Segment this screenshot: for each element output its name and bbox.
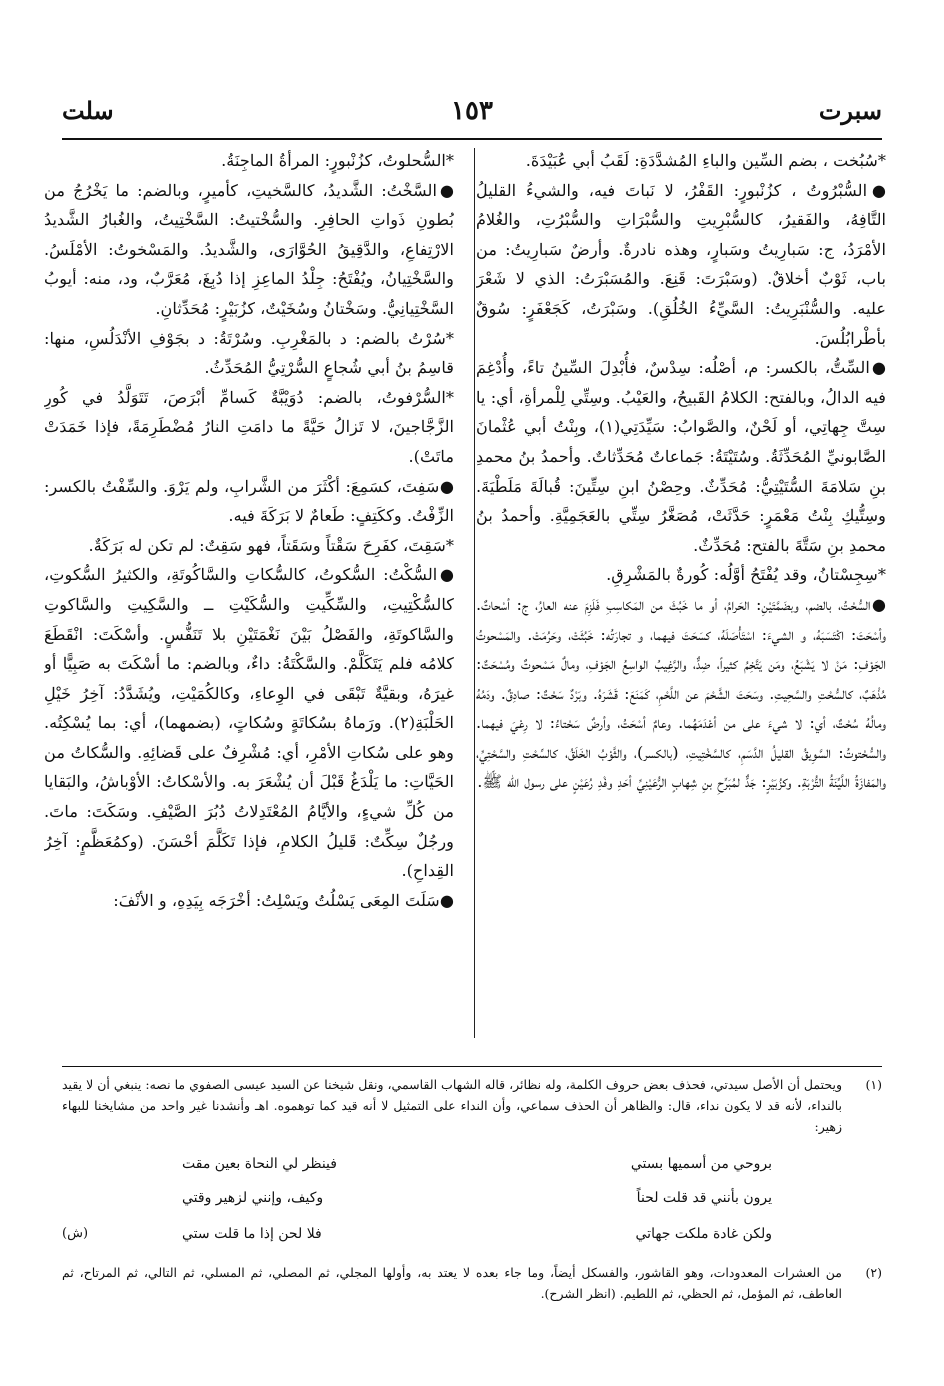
left-column (44, 146, 454, 1044)
verse-second-hemistich: وكيف، وإنني لزهير وقتي (182, 1190, 324, 1206)
entry-paragraph: ●السُّحْتُ، بالضم، وبضَمَّتَيْنِ: الحَرامُ، أو ما خَبُثَ من المَكاسِبِ فَلَزِمَ عنه العارُ، ج: أسْحاتٌ. وأسْحَتَ: اكْتَسَبَهُ، و الشيءَ: اسْتَأْصَلَهُ، كسَحَتَ فيهما، و تجارَتُه: خَبُثَتْ، وحَرُمَتْ. والمَسْحوتُ الجَوْفِ: مَنْ لا يَشْبَعُ، ومَن يَتَّخِمُ كثيراً، ضِدٌّ، والرَّغِيبُ الواسِعُ الجَوْفِ، ومالٌ مَسْحوتٌ ومُسْحَتٌ: مُذْهَبٌ، كالسُّحْتِ والسَّحِيتِ. وسَحَتَ الشَّحْمَ عن اللَّحْمِ، كَمَنَعَ: قَشَرَهُ. وبَرْدٌ سَحْتٌ: صادِقٌ. ودَمُهُ ومالُهُ سُحْتٌ، أي: لا شيءَ على من أعْدَمَهُما. وعامٌ أسْحَتُ، وأرضٌ سَحْتاءُ: لا رِعْيَ فيهما. والسُّحْتوتُ: السَّوِيقُ القليلُ الدَّسَمِ، كالسَّخْتِيتِ، (بالكسر)، والثَّوْبُ الخَلَقُ، كالسِّحْتِ والسَّحْتِيِّ، والمَفازَةُ اللَّيِّنَةُ التُّرْبَةِ. وكزُبَيْرٍ: جَدٌّ لمُبَرِّحِ بنِ شِهابٍ الرُّعَيْنِيِّ أحَدِ وفْدِ رُعَيْنٍ على رسول الله ﷺ. (476, 594, 886, 792)
poem-verse (62, 1156, 882, 1186)
entry-paragraph: ●سَفِتَ، كسَمِعَ: أكْثَرَ من الشَّرابِ، ولم يَرْوَ. والسِّفْتُ بالكسر: الزِّفْتُ. وككَتِفٍ: طَعامٌ لا بَرَكَةَ فيه. (44, 476, 454, 526)
footnote-1 (62, 1074, 882, 1137)
entry-paragraph: ●السُّبْرُوتُ ، كزُنْبورٍ: القَفْرُ، لا نَباتَ فيه، والشيءُ القليلُ التَّافِهُ، والفَقيرُ، كالسُّبْرِيتِ والسُّبْرَاتِ والسُّبْرُتِ، والغُلامُ الأمْرَدُ، ج: سَبارِيتُ وسَبارٍ، وهذه نادرةٌ. وأرضٌ سَبارِيتُ: من باب، ثَوْبٌ أخلاقٌ. (وسَبْرَتَ: قَنِعَ. والمُسَبْرَتُ: الذي لا شَعْرَ عليه. والسُّنْبَرِيتُ: السَّيِّءُ الخُلُقِ). وسَبْرَتُ، كَجَعْفَرٍ: سُوقٌ بأطْرابُلُسَ. (476, 180, 886, 348)
verse-second-hemistich: فلا لحن إذا ما قلت ستي (182, 1226, 322, 1242)
poem-verse (62, 1190, 882, 1220)
footnote-text: ويحتمل أن الأصل سيدتي، فحذف بعض حروف الكلمة، وله نظائر، قاله الشهاب القاسمي، ونقل شيخنا عن السيد عيسى الصفوي ما نصه: ينبغي أن لا يقيد بالنداء، لأنه قد لا يكون نداء، قال: والظاهر أن الحذف سماعي، وأن النداء على التمثيل لا أنه قيد كما توهموه. اهـ وأنشدنا غير واحد من مشايخنا للبهاء زهير: (62, 1077, 842, 1134)
footnote-2 (62, 1262, 882, 1304)
entry-paragraph: *سُرْتُ بالضم: د بالمَغْرِبِ. وسُرْتَةُ: د بجَوْفِ الأنْدَلُسِ، منها: قاسِمُ بنُ أبي شُجاعٍ السُّرْتِيُّ المُحَدِّثُ. (44, 328, 454, 378)
footnote-text: من العشرات المعدودات، وهو القاشور، والفسكل أيضاً، وما جاء بعده لا يعتد به، وأولها المجلي، ثم المصلي، ثم المسلي، ثم التالي، ثم المرتاح، ثم العاطف، ثم المؤمل، ثم الحظي، ثم اللطيم. (انظر الشرح). (62, 1265, 842, 1301)
verse-first-hemistich: يرون بأنني قد قلت لحناً (636, 1190, 772, 1206)
page-number: ١٥٣ (451, 96, 493, 126)
entry-paragraph: ●السُّكْتُ: السُّكوتُ، كالسُّكاتِ والسَّاكُوتَةِ، والكثيرُ السُّكوتِ، كالسُّكْتِيتِ، والسِّكِّيتِ والسُّكَيْتِ ــ والسَّكِيتِ والسَّاكوتِ والسَّاكوتَةِ، والفَصْلُ بَيْنَ نَغْمَتَيْنِ بلا تَنَفُّسٍ. وأسْكَتَ: انْقَطَعَ كلامُه فلم يَتَكَلَّمْ. والسَّكْتَةُ: داءٌ، وبالضم: ما أسْكَتَ به صَبِيًّا أو غيرَهُ، وبقيَّةٌ تَبْقَى في الوِعاءِ، وكالكُمَيْتِ، ويُشَدَّدُ: آخِرُ خَيْلِ الحَلْبَةِ(٢). ورَماهُ بسُكاتَةٍ وسُكاتٍ، (بضمهما)، أي: بما يُسْكِتُه. وهو على سُكاتِ الأمْرِ، أي: مُشْرِفٌ على قَضائِهِ. والسُّكاتُ من الحَيَّاتِ: ما يَلْدَغُ قَبْلَ أن يُشْعَرَ به. والأسْكاتُ: الأوْباشُ، والبَقايا من كُلِّ شيءٍ، والأيَّامُ المُعْتَدِلاتُ دُبُرَ الصَّيْفِ. وسَكَتَ: ماتَ. ورجُلٌ سِكِّتٌ: قَليلُ الكلامِ، فإذا تَكَلَّمَ أحْسَنَ. (وكمُعَظَّمٍ: آخِرُ القِداحِ). (44, 565, 454, 881)
verse-first-hemistich: بروحي من أسميها بستي (630, 1156, 772, 1172)
header-first-entry: سبرت (818, 96, 882, 125)
header-rule (62, 138, 882, 140)
footnote-rule (62, 1066, 882, 1067)
entry-paragraph: *سِجِسْتانُ، وقد يُفْتَحُ أوَّلُه: كُورةٌ بالمَشْرِقِ. (606, 565, 886, 585)
header-last-entry: سلت (62, 96, 114, 125)
verse-second-hemistich: فينظر لي النحاة بعين مقت (182, 1156, 337, 1172)
entry-paragraph: ●السَّخْتُ: الشَّديدُ، كالسَّخيتِ، كأميرٍ، وبالضم: ما يَخْرُجُ من بُطونِ ذَواتِ الحافِرِ. والسُّخْتيتُ: السَّخْتِيتُ، والغُبارُ الشَّديدُ الارْتِفاعِ، والدَّقِيقُ الحُوَّارَى، والشَّديدُ. والمَسْخوتُ: الأمْلَسُ. والسَّخْتِيانُ، ويُفْتَحُ: جِلْدُ الماعِزِ إذا دُبِغَ، مُعَرَّبٌ، ود، منه: أيوبُ السَّخْتِيانِيُّ. وسَخْتانُ وسُخَيْتٌ، كزُبَيْرٍ: مُحَدِّثانِ. (44, 180, 454, 318)
running-header (62, 96, 882, 132)
entry-paragraph: *سَقِتَ، كفَرِحَ سَقْتاً وسَقَتاً، فهو سَقِتٌ: لم تكن له بَرَكَةٌ. (88, 535, 454, 555)
entry-paragraph: ●السِّتُّ، بالكسر: م، أصْلُه: سِدْسٌ، فأُبْدِلَ السِّينُ تاءً، وأُدْغِمَ فيه الدالُ، وبالفتح: الكلامُ القَبيحُ، والعَيْبُ. وسِتِّي لِلْمرأةِ، أي: يا سِتَّ جِهاتِي، أو لَحْنٌ، والصَّوابُ: سَيِّدَتِي(١)، وبِنْتُ أبي عُثْمانَ الصَّابونيِّ المُحَدِّثَةُ. وسُتَيْتَةُ: جَماعاتٌ مُحَدِّثاتٌ. وأحمدُ بنُ محمدِ بنِ سَلامَةَ السُّتَيْتِيُّ: مُحَدِّثٌ. وحِصْنُ ابنِ سِتِّينَ: قُبالَةَ مَلَطْيَةَ. وسِتُّيكِ بِنْتُ مَعْمَرٍ: حَدَّثَتْ، مُصَغَّرُ سِتِّي بالعَجَمِيَّةِ. وأحمدُ بنُ محمدِ بنِ سَتَّةَ بالفتح: مُحَدِّثٌ. (476, 358, 886, 555)
poem-verse (62, 1226, 882, 1256)
footnote-number: (١) (865, 1077, 882, 1092)
entry-paragraph: ●سَلَتَ المِعَى يَسْلُتُ ويَسْلِتُ: أخْرَجَه بِيَدِهِ، و الأنْفَ: (113, 890, 454, 910)
verse-first-hemistich: ولكن غادة ملكت جهاتي (635, 1226, 772, 1242)
right-column (476, 146, 886, 1044)
entry-paragraph: *السُّحلوتُ، كزُنْبورٍ: المرأةُ الماجِنَةُ. (221, 151, 454, 170)
entry-paragraph: *السُّرْفوتُ، بالضم: دُوَيْبَّةٌ كَسامِّ أبْرَصَ، تَتَوَلَّدُ في كُورِ الزَّجَّاجينَ، لا تَزالُ حَيَّةً ما دامَتِ النارُ مُضْطَرِمَةً، فإذا خَمَدَتْ ماتَتْ). (44, 387, 454, 466)
column-divider (474, 148, 475, 1038)
entry-paragraph: *سُبُخت ، بضم السِّين والباءِ المُشدَّدَةِ: لَقَبُ أبي عُبَيْدَةَ. (525, 151, 886, 170)
footnote-number: (٢) (865, 1265, 882, 1280)
editor-siglum: (ش) (62, 1226, 89, 1241)
